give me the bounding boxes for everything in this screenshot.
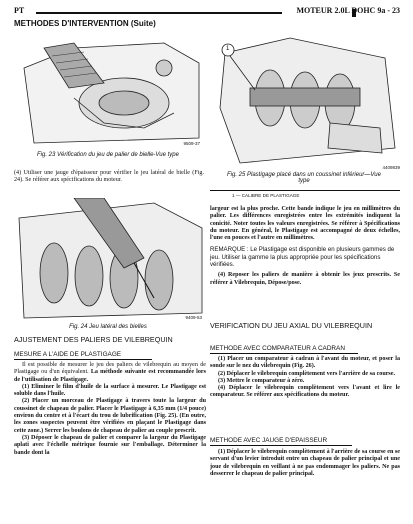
right-p2: (4) Reposer les paliers de manière à obtenir les jeux prescrits. Se référer à Vilebrequin, Dépose/pose. [210, 272, 400, 286]
header-right: MOTEUR 2.0L DOHC 9a - 23 [296, 6, 400, 15]
left-paragraph-1: (4) Utiliser une jauge d'épaisseur pour vérifier le jeu latéral de bielle (Fig. 24). Se référer aux spécifications du moteur. [14, 170, 204, 184]
right-p1b: En général, le Plastigage est accompagné de deux échelles, l'une en pouces et l'autre en millimètres. [210, 227, 400, 242]
right-feeler-step-1: (1) Déplacer le vilebrequin complètement à l'arrière de sa course en se servant d'un levier introduit entre un chapeau de palier principal et une joue de vilebrequin en veillant à ne pas endommager les paliers. Ne pas desserrer le chapeau de palier principal. [210, 449, 400, 477]
right-step-4: (4) Déplacer le vilebrequin complètement vers l'avant et lire le comparateur. Se référer aux spécifications du moteur. [210, 385, 400, 399]
figure-24 [14, 198, 204, 322]
right-note: REMARQUE : Le Plastigage est disponible en plusieurs gammes de jeu. Utiliser la gamme la plus appropriée pour les spécifications vérifiées. [210, 246, 395, 269]
left-p3: (1) Eliminer le film d'huile de la surface à mesurer. [22, 383, 160, 390]
left-heading-rule [14, 359, 152, 360]
fig24-number: 9409-53 [185, 315, 202, 320]
left-heading-main: AJUSTEMENT DES PALIERS DE VILEBREQUIN [14, 335, 173, 344]
fig25-callout: 1 [226, 46, 230, 52]
right-heading-sub-1: METHODE AVEC COMPARATEUR A CADRAN [210, 345, 345, 352]
right-heading-main: VERIFICATION DU JEU AXIAL DU VILEBREQUIN [210, 321, 373, 330]
fig25-illustration [210, 28, 400, 170]
right-step-2: (2) Déplacer le vilebrequin complètement vers l'arrière de sa course. [218, 370, 396, 377]
fig23-illustration [14, 28, 204, 148]
left-text-block [14, 362, 206, 457]
right-heading-rule-2 [210, 445, 352, 446]
left-p2b: La méthode suivante est recommandée lors de l'utilisation de Plastigage. [14, 369, 206, 383]
page-header [14, 6, 400, 18]
right-step-1: (1) Placer un comparateur à cadran à l'avant du moteur, et poser la sonde sur le nez du vilebrequin (Fig. 26). [210, 356, 400, 370]
right-steps-1 [210, 356, 400, 400]
left-p4: (2) Placer un morceau de Plastigage à travers toute la largeur du coussinet de chapeau de palier. Placer le Plastigage à 6,35 mm (1/4 pouce) environ du centre et à l'écart du trou de lubrification (Fig. 25). [14, 398, 206, 420]
section-title: METHODES D'INTERVENTION (Suite) [14, 19, 156, 28]
right-text-block-1 [210, 206, 400, 287]
figure-23 [14, 28, 204, 148]
figure-25 [210, 28, 400, 170]
left-p5: (3) Déposer le chapeau de palier et comparer la largeur du Plastigage aplati avec l'échelle métrique fournie sur l'emballage. Déterminer la bande dont la [14, 434, 206, 456]
fig24-caption: Fig. 24 Jeu latéral des bielles [69, 324, 147, 330]
header-left: PT [14, 6, 25, 15]
right-heading-sub-2: METHODE AVEC JAUGE D'EPAISSEUR [210, 437, 328, 444]
left-p4b: (En outre, les zones suspectes peuvent être vérifiées en plaçant le Plastigage dans cette zone.) [14, 413, 207, 434]
fig24-illustration [14, 198, 204, 322]
fig25-legend: 1 — CALIBRE DE PLASTIGAGE [232, 193, 300, 198]
fig23-number: 9509-37 [183, 141, 200, 146]
left-p3b: Le Plastigage est soluble dans l'huile. [14, 383, 207, 398]
left-p4c: Serrer les boulons de chapeau de palier au couple prescrit. [44, 427, 197, 434]
fig25-caption: Fig. 25 Plastigage placé dans un coussinet inférieur—Vue type [227, 172, 381, 184]
fig25-number: 4409839 [382, 165, 400, 170]
header-rule [36, 12, 282, 14]
left-p2: Il est possible de mesurer le jeu des paliers de vilebrequin au moyen de Plastigage ou d'un équivalent. [14, 362, 206, 376]
fig23-caption: Fig. 23 Vérification du jeu de palier de bielle-Vue type [37, 152, 179, 158]
right-heading-rule-1 [210, 353, 358, 354]
right-step-3: (3) Mettre le comparateur à zéro. [218, 377, 305, 384]
legend-rule [210, 190, 400, 191]
left-heading-sub: MESURE A L'AIDE DE PLASTIGAGE [14, 351, 122, 358]
right-p1: largeur est la plus proche. Cette bande indique le jeu en millimètres du palier. Les différences enregistrées entre les extrémités indiquent la conicité. Noter toutes les valeurs enregistrées. Se référer à Spécifications du moteur. [210, 206, 400, 234]
